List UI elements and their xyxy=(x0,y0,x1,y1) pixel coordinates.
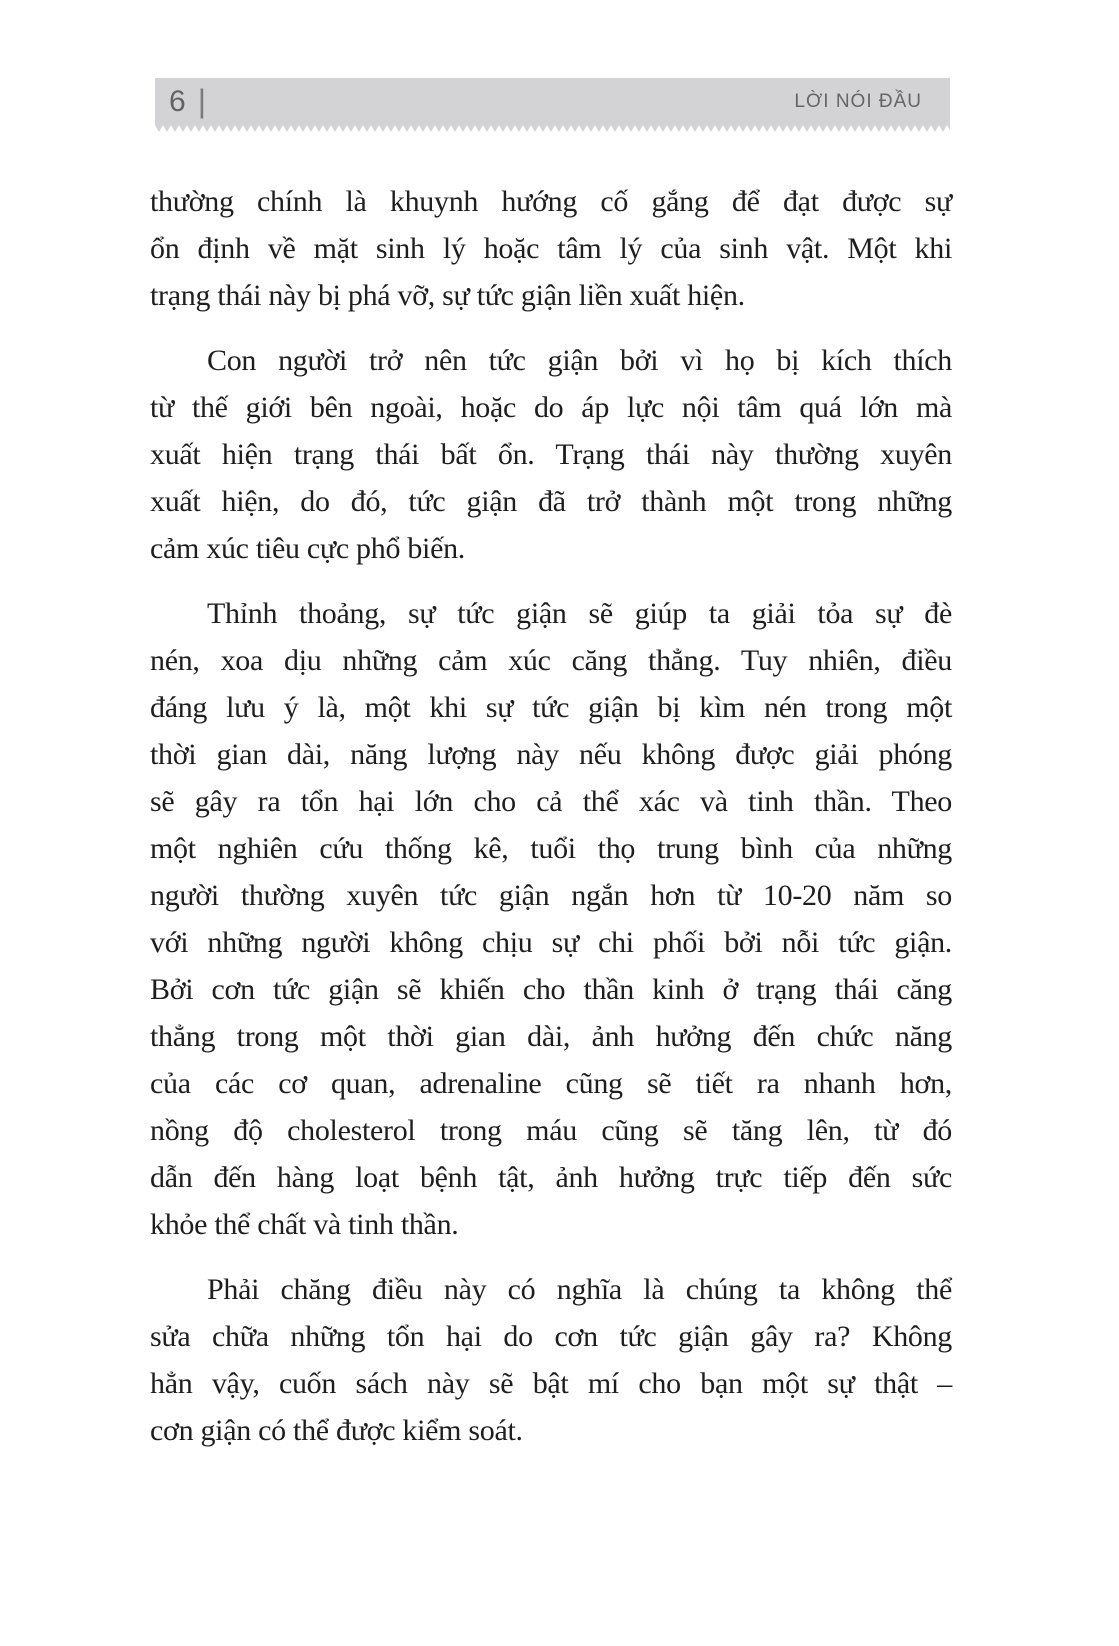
text-line: Con người trở nên tức giận bởi vì họ bị kích thích xyxy=(207,344,952,377)
text-line: Phải chăng điều này có nghĩa là chúng ta không thể xyxy=(207,1273,952,1306)
text-line: đáng lưu ý là, một khi sự tức giận bị kìm nén trong một xyxy=(150,691,952,724)
paragraph xyxy=(150,590,952,1248)
text-line: hẳn vậy, cuốn sách này sẽ bật mí cho bạn một sự thật – xyxy=(150,1367,952,1400)
paragraph xyxy=(150,1266,952,1454)
text-line: người thường xuyên tức giận ngắn hơn từ 10-20 năm so xyxy=(150,879,952,912)
text-line: thẳng trong một thời gian dài, ảnh hưởng đến chức năng xyxy=(150,1020,952,1053)
page-header xyxy=(155,78,950,125)
text-line: thời gian dài, năng lượng này nếu không được giải phóng xyxy=(150,738,952,771)
text-line: với những người không chịu sự chi phối bởi nỗi tức giận. xyxy=(150,926,952,959)
text-line: xuất hiện, do đó, tức giận đã trở thành một trong những xyxy=(150,485,952,518)
text-line: thường chính là khuynh hướng cố gắng để đạt được sự xyxy=(150,185,952,218)
perforation-edge xyxy=(155,125,950,132)
chapter-title: LỜI NÓI ĐẦU xyxy=(794,91,922,112)
page-number-group xyxy=(169,82,206,119)
paragraph xyxy=(150,337,952,572)
page-body xyxy=(150,178,952,1454)
text-line: xuất hiện trạng thái bất ổn. Trạng thái này thường xuyên xyxy=(150,438,952,471)
text-line: sẽ gây ra tổn hại lớn cho cả thể xác và tinh thần. Theo xyxy=(150,785,952,818)
text-line: dẫn đến hàng loạt bệnh tật, ảnh hưởng trực tiếp đến sức xyxy=(150,1161,952,1194)
text-line: của các cơ quan, adrenaline cũng sẽ tiết ra nhanh hơn, xyxy=(150,1067,952,1100)
page-number: 6 xyxy=(169,84,186,118)
page-number-separator: | xyxy=(197,82,206,119)
text-line: cảm xúc tiêu cực phổ biến. xyxy=(150,532,466,565)
text-line: trạng thái này bị phá vỡ, sự tức giận liền xuất hiện. xyxy=(150,279,745,312)
text-line: cơn giận có thể được kiểm soát. xyxy=(150,1414,523,1447)
text-line: từ thế giới bên ngoài, hoặc do áp lực nội tâm quá lớn mà xyxy=(150,391,952,424)
text-line: sửa chữa những tổn hại do cơn tức giận gây ra? Không xyxy=(150,1320,952,1353)
text-line: một nghiên cứu thống kê, tuổi thọ trung bình của những xyxy=(150,832,952,865)
text-line: nồng độ cholesterol trong máu cũng sẽ tăng lên, từ đó xyxy=(150,1114,952,1147)
text-line: Thỉnh thoảng, sự tức giận sẽ giúp ta giải tỏa sự đè xyxy=(207,597,952,630)
text-line: khỏe thể chất và tinh thần. xyxy=(150,1208,459,1241)
text-line: ổn định về mặt sinh lý hoặc tâm lý của sinh vật. Một khi xyxy=(150,232,952,265)
text-line: Bởi cơn tức giận sẽ khiến cho thần kinh ở trạng thái căng xyxy=(150,973,952,1006)
text-line: nén, xoa dịu những cảm xúc căng thẳng. Tuy nhiên, điều xyxy=(150,644,952,677)
paragraph xyxy=(150,178,952,319)
